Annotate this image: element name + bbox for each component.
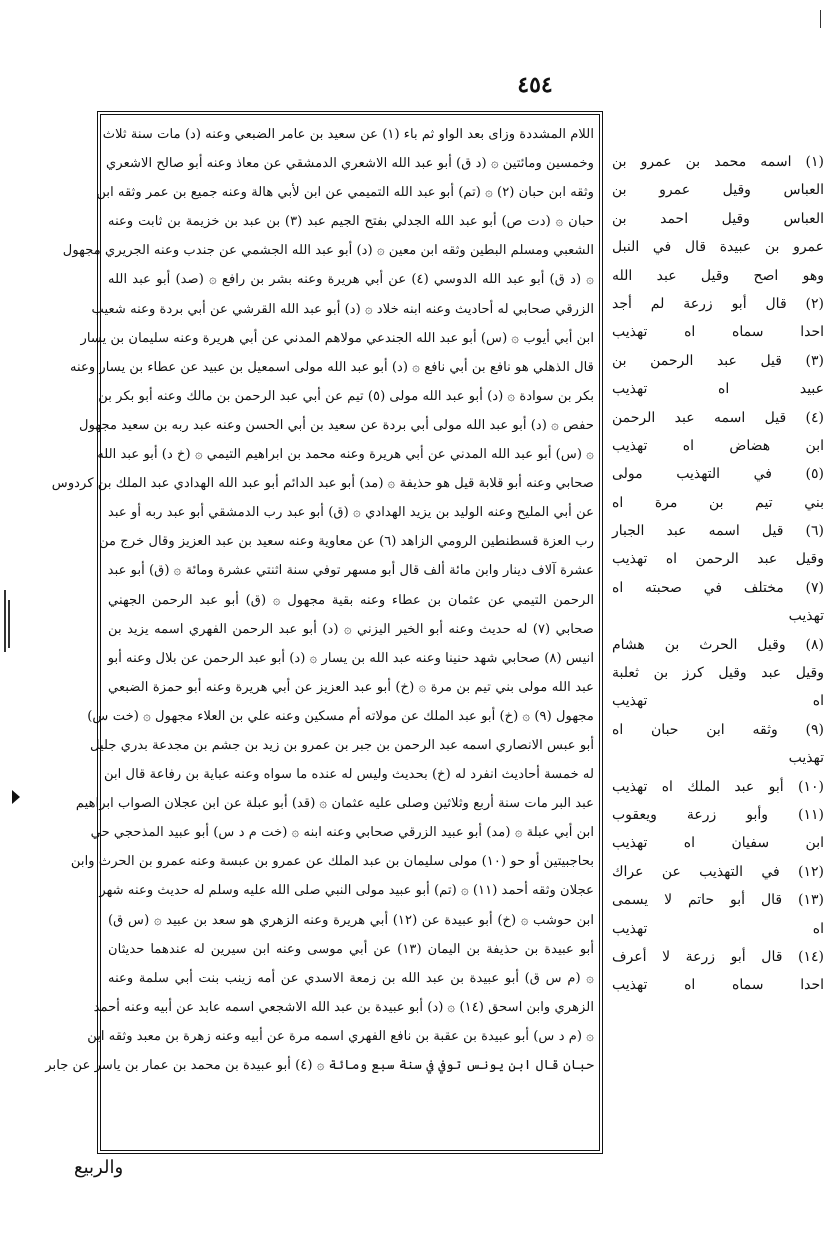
main-text-line: قال الذهلي هو نافع بن أبي نافع ۞ (د) أبو عبد الله مولى اسمعيل بن عبيد عن عطاء بن يسار وعنه — [69, 359, 594, 375]
main-text — [45, 120, 594, 1144]
main-text-line: ۞ (م س ق) أبو عبيدة بن عبد الله بن زمعة الاسدي عن أمه زينب بنت أبي سلمة وعنه — [108, 970, 594, 986]
main-text-line: وثقه ابن حبان (٢) ۞ (تم) أبو عبد الله التميمي عن ابن لأبي هالة وعنه جميع بن عمر وثقه ابن — [96, 185, 594, 201]
margin-note-line: تهذيب — [788, 608, 824, 625]
main-text-line: رب العزة قسطنطين الرومي الزاهد (٦) عن معاوية وعنه سعيد بن عبد العزيز وقال خرج من — [99, 534, 594, 550]
main-text-line: ۞ (س) أبو عبد الله المدني عن أبي هريرة وعنه محمد بن ابراهيم التيمي ۞ (خ د) أبو عبد الله — [97, 447, 594, 463]
main-text-line: أبو عبس الانصاري اسمه عبد الرحمن بن جبر بن عمرو بن زيد بن جشم بن مجدعة بدري جليل — [90, 737, 594, 753]
main-text-line: عبد الله مولى بني تيم بن مرة ۞ (خ) أبو عبد العزيز عن أبي هريرة وعنه أبو حمزة الضبعي — [108, 679, 594, 695]
margin-note-line: العباس وقيل احمد بن — [612, 210, 824, 227]
margin-note-line: ابن هضاض اه تهذيب — [612, 437, 824, 454]
main-text-line: مجهول (٩) ۞ (خ) أبو عبد الملك عن مولاته أم مسكين وعنه علي بن العلاء مجهول ۞ (خت س) — [87, 708, 594, 724]
margin-note-line: ابن سفيان اه تهذيب — [612, 835, 824, 852]
margin-note-line: (١٣) قال أبو حاتم لا يسمى — [612, 892, 824, 909]
main-text-line: عبد البر مات سنة أربع وثلاثين وصلى عليه عثمان ۞ (قد) أبو عبلة عن ابن عجلان الصواب ابراهيم — [75, 796, 594, 812]
margin-note-line: اه تهذيب — [612, 920, 824, 937]
margin-note-line: (٦) قيل اسمه عبد الجبار — [612, 523, 824, 540]
margin-note-line: تهذيب — [788, 750, 824, 767]
margin-note-line: عمرو بن عبيدة قال في النبل — [612, 239, 824, 256]
main-text-line: حفص ۞ (د) أبو عبد الله مولى أبي بردة عن سعيد بن أبي الحسن وعنه عبد ربه بن سعيد مجهول — [79, 417, 594, 433]
main-text-line: بحاجبيتين أو حو (١٠) مولى سليمان بن عبد الملك عن عمرو بن عبسة وعنه عمرو بن الحرث وابن — [70, 854, 594, 870]
margin-note-line: (١١) وأبو زرعة ويعقوب — [612, 806, 824, 823]
margin-note-line: احدا سماه اه تهذيب — [612, 324, 824, 341]
main-text-line: عشرة آلاف دينار وابن مائة ألف قال أبو مسهر توفي سنة اثنتي عشرة ومائة ۞ (ق) أبو عبد — [107, 563, 594, 579]
main-text-line: الزهري وابن اسحق (١٤) ۞ (د) أبو عبيدة بن عبد الله الاشجعي اسمه عابد عن أبيه وعنه أحمد — [93, 999, 594, 1015]
left-margin-bracket — [4, 590, 6, 652]
main-text-line: له خمسة أحاديث انفرد له (خ) بحديث وليس له عنده ما سواه وعنه عباية بن رفاعة قال ابن — [103, 767, 594, 783]
main-text-line: ابن حوشب ۞ (خ) أبو عبيدة عن (١٢) أبي هريرة وعنه الزهري هو سعد بن عبيد ۞ (س ق) — [108, 912, 594, 928]
margin-note-line: وقيل عبد وقيل كرز بن ثعلبة — [612, 665, 824, 682]
right-margin-tick — [820, 10, 821, 28]
margin-note-line: (٤) قيل اسمه عبد الرحمن — [612, 409, 824, 426]
margin-note-line: عبيد اه تهذيب — [612, 381, 824, 398]
main-text-line: ۞ (م د س) أبو عبيدة بن عقبة بن نافع الفهري اسمه مرة عن أبيه وعنه زهرة بن معبد وثقه ابن — [87, 1028, 594, 1044]
margin-note-line: (١) اسمه محمد بن عمرو بن — [612, 154, 824, 170]
main-text-line: الشعبي ومسلم البطين وثقه ابن معين ۞ (د) أبو عبد الله الجشمي عن جندب وعنه الجريري مجهول — [62, 243, 594, 259]
margin-note-line: احدا سماه اه تهذيب — [612, 977, 824, 994]
left-margin-bracket — [8, 600, 10, 648]
margin-note-line: اه تهذيب — [612, 693, 824, 710]
main-text-line: حبان قال ابن يونس توفي في سنة سبع ومائة ۞ (٤) أبو عبيدة بن محمد بن عمار بن ياسر عن جابر — [45, 1058, 594, 1073]
margin-note-line: بني تيم بن مرة اه — [612, 494, 824, 511]
main-text-line: الزرقي صحابي له أحاديث وعنه ابنه خلاد ۞ (د) أبو عبد الله القرشي عن أبي بردة وعنه شعيب — [91, 301, 594, 317]
page-number: ٤٥٤ — [517, 72, 553, 98]
margin-note-line: (٧) مختلف في صحبته اه — [612, 579, 824, 596]
margin-note-line: العباس وقيل عمرو بن — [612, 182, 824, 199]
margin-note-line: (٣) قيل عبد الرحمن بن — [612, 352, 824, 369]
margin-notes — [612, 148, 824, 1138]
main-text-line: عجلان وثقه أحمد (١١) ۞ (تم) أبو عبيد مولى النبي صلى الله عليه وسلم له حديث وعنه شهر — [99, 883, 594, 899]
catchword: والربيع — [74, 1157, 124, 1178]
margin-note-line: (٩) وثقه ابن حبان اه — [612, 721, 824, 738]
main-text-line: حبان ۞ (دت ص) أبو عبد الله الجدلي بفتح الجيم عبد (٣) بن عبد بن خزيمة بن ثابت وعنه — [108, 214, 594, 230]
main-text-line: ابن أبي عبلة ۞ (مد) أبو عبيد الزرقي صحابي وعنه ابنه ۞ (خت م د س) أبو عبيد المذحجي حي — [90, 825, 594, 841]
main-text-line: بكر بن سوادة ۞ (د) أبو عبد الله مولى (٥) تيم عن أبي عبد الرحمن بن مالك وعنه أبو بكر بن — [98, 388, 594, 404]
main-text-line: عن أبي المليح وعنه الوليد بن يزيد الهدادي ۞ (ق) أبو عبد رب الدمشقي أبو عبد ربه أو عبد — [108, 505, 594, 521]
main-text-line: انيس (٨) صحابي شهد حنينا وعنه عبد الله بن يسار ۞ (د) أبو عبد الرحمن عن بلال وعنه أبو — [107, 650, 594, 666]
margin-note-line: (٥) في التهذيب مولى — [612, 466, 824, 483]
margin-note-line: وهو اصح وقيل عبد الله — [612, 267, 824, 284]
main-text-line: اللام المشددة وزاى بعد الواو ثم باء (١) عن سعيد بن عامر الضبعي وعنه (د) مات سنة ثلاث — [102, 127, 594, 142]
margin-note-line: وقيل عبد الرحمن اه تهذيب — [612, 551, 824, 568]
main-text-line: أبو عبيدة بن حذيفة بن اليمان (١٣) عن أبي موسى وعنه ابن سيرين له عندهما حديثان — [108, 941, 594, 957]
margin-note-line: (٨) وقيل الحرث بن هشام — [612, 636, 824, 653]
main-text-line: صحابي وعنه أبو قلابة قيل هو حذيفة ۞ (مد) أبو عبد الدائم أبو عبد الله الهدادي عبد الملك بن كردوس — [51, 476, 594, 492]
margin-note-line: (١٤) قال أبو زرعة لا أعرف — [612, 948, 824, 965]
margin-note-line: (١٠) أبو عبد الملك اه تهذيب — [612, 778, 824, 795]
main-text-line: ابن أبي أيوب ۞ (س) أبو عبد الله الجندعي مولاهم المدني عن أبي هريرة وعنه سليمان بن يسار — [80, 330, 594, 346]
margin-note-line: (١٢) في التهذيب عن عراك — [612, 863, 824, 880]
main-text-line: ۞ (د ق) أبو عبد الله الدوسي (٤) عن أبي هريرة وعنه بشر بن رافع ۞ (صد) أبو عبد الله — [108, 272, 594, 288]
margin-note-line: (٢) قال أبو زرعة لم أجد — [612, 295, 824, 312]
main-text-line: الرحمن التيمي عن عثمان بن عطاء وعنه بقية مجهول ۞ (ق) أبو عبد الرحمن الجهني — [108, 592, 594, 608]
main-text-line: صحابي (٧) له حديث وعنه أبو الخير اليزني ۞ (د) أبو عبد الرحمن الفهري اسمه يزيد بن — [108, 621, 594, 637]
left-margin-bullet — [12, 790, 20, 804]
main-text-line: وخمسين ومائتين ۞ (د ق) أبو عبد الله الاشعري الدمشقي عن معاذ وعنه أبو صالح الاشعري — [106, 156, 594, 172]
